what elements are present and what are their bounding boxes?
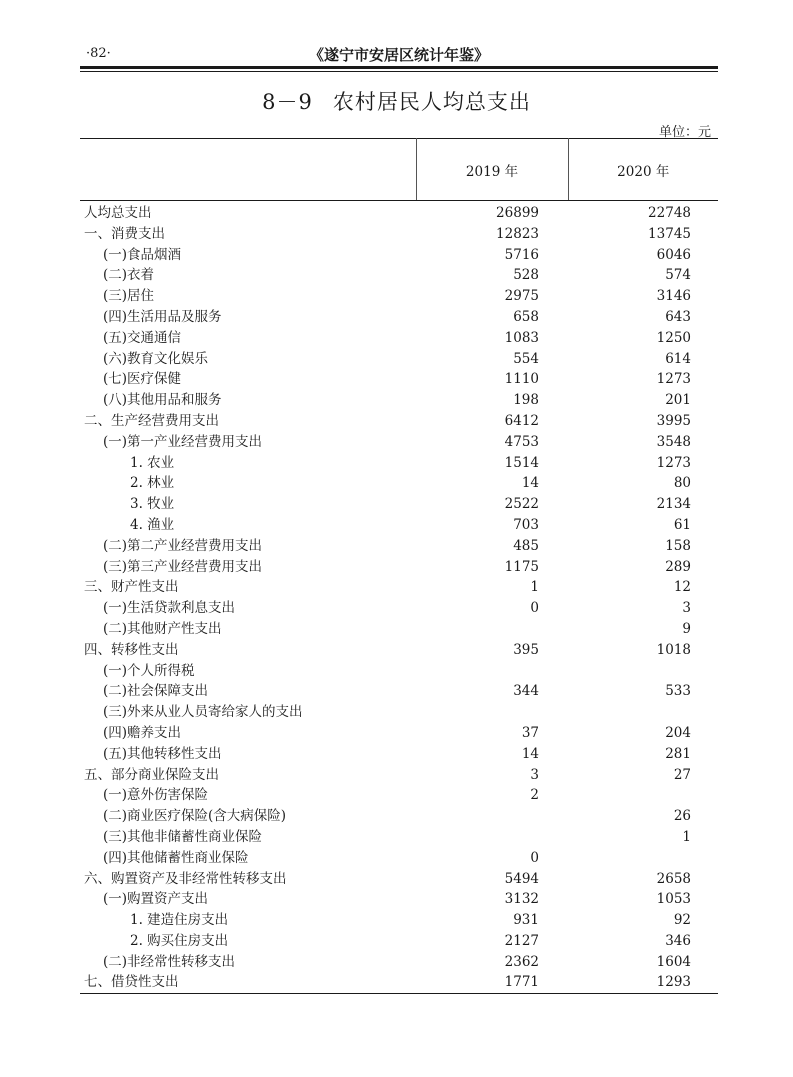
- value-2019: 658: [513, 308, 539, 325]
- table-row: [80, 702, 718, 723]
- table-row: [80, 265, 718, 286]
- value-2020: 26: [673, 808, 691, 825]
- value-2020: 9: [682, 620, 691, 637]
- row-label: 二、生产经营费用支出: [84, 412, 219, 429]
- value-2020: 346: [665, 932, 691, 949]
- value-2020: 1293: [568, 972, 718, 993]
- value-2020: 61: [673, 516, 691, 533]
- unit-label: 单位：元: [658, 125, 711, 140]
- value-2019: 1: [530, 579, 539, 596]
- table-row: [80, 411, 718, 432]
- row-label: (四)生活用品及服务: [103, 308, 222, 325]
- value-2019: 5716: [504, 246, 539, 263]
- value-2019: 528: [513, 267, 539, 284]
- row-label: (七)医疗保健: [103, 371, 182, 388]
- row-label: (八)其他用品和服务: [103, 392, 222, 409]
- value-2020: 80: [673, 475, 691, 492]
- value-2019: 4753: [504, 433, 539, 450]
- value-2020: 1053: [656, 891, 691, 908]
- table-row: [80, 869, 718, 890]
- table-row: [80, 224, 718, 245]
- table-row: [80, 952, 718, 973]
- value-2020: 13745: [648, 225, 691, 242]
- row-label: 四、转移性支出: [84, 641, 179, 658]
- value-2019: 1110: [504, 371, 539, 388]
- table-body: [80, 201, 718, 994]
- table-row: [80, 661, 718, 682]
- value-2020: 1273: [656, 371, 691, 388]
- row-label: (六)教育文化娱乐: [103, 350, 209, 367]
- value-2019: 37: [521, 724, 539, 741]
- column-header-2019: 2019 年: [416, 139, 568, 201]
- row-label: (三)其他非储蓄性商业保险: [103, 828, 263, 845]
- value-2019: 1771: [416, 972, 568, 993]
- row-label: (五)其他转移性支出: [103, 745, 222, 762]
- value-2019: 2975: [504, 288, 539, 305]
- value-2020: [568, 702, 718, 723]
- value-2020: 204: [665, 724, 691, 741]
- table-row: [80, 307, 718, 328]
- table-row: [80, 785, 718, 806]
- row-label: (二)衣着: [103, 267, 155, 284]
- row-label: 3. 牧业: [130, 496, 175, 513]
- row-label: 1. 建造住房支出: [130, 912, 229, 929]
- value-2020: 3146: [656, 288, 691, 305]
- value-2019: 2: [530, 787, 539, 804]
- value-2019: 0: [530, 849, 539, 866]
- value-2019: [416, 702, 568, 723]
- value-2020: 1018: [656, 641, 691, 658]
- value-2019: 2127: [504, 932, 539, 949]
- value-2019: 0: [530, 600, 539, 617]
- page-number: ·82·: [86, 46, 111, 61]
- table-row: [80, 453, 718, 474]
- value-2019: 14: [521, 745, 539, 762]
- value-2020: 22748: [648, 205, 691, 221]
- table-row: [80, 245, 718, 266]
- value-2019: 3: [530, 766, 539, 783]
- column-header-item: [80, 139, 416, 201]
- value-2019: 5494: [504, 870, 539, 887]
- column-header-2020: 2020 年: [568, 139, 718, 201]
- table-row: [80, 744, 718, 765]
- table-row: [80, 390, 718, 411]
- table-row: [80, 723, 718, 744]
- value-2019: [416, 806, 568, 827]
- table-row: [80, 201, 718, 224]
- value-2020: 2658: [656, 870, 691, 887]
- value-2019: 14: [521, 475, 539, 492]
- table-row: [80, 931, 718, 952]
- row-label: 三、财产性支出: [84, 579, 179, 596]
- value-2019: 344: [513, 683, 539, 700]
- value-2020: [568, 661, 718, 682]
- table-row: [80, 598, 718, 619]
- table-row: [80, 827, 718, 848]
- table-row: [80, 577, 718, 598]
- row-label: (一)购置资产支出: [103, 891, 209, 908]
- row-label: (三)外来从业人员寄给家人的支出: [103, 704, 303, 721]
- value-2020: 3548: [656, 433, 691, 450]
- row-label: (四)其他储蓄性商业保险: [103, 849, 249, 866]
- row-label: (一)第一产业经营费用支出: [103, 433, 263, 450]
- value-2019: 1514: [504, 454, 539, 471]
- expenditure-table: [80, 138, 718, 994]
- row-label: (三)居住: [103, 288, 155, 305]
- table-row: [80, 848, 718, 869]
- value-2020: 614: [665, 350, 691, 367]
- value-2020: 643: [665, 308, 691, 325]
- value-2020: [568, 785, 718, 806]
- row-label: 2. 购买住房支出: [130, 932, 229, 949]
- row-label: 一、消费支出: [84, 225, 165, 242]
- table-row: [80, 286, 718, 307]
- table-row: [80, 328, 718, 349]
- row-label: (二)社会保障支出: [103, 683, 209, 700]
- row-label: 七、借贷性支出: [80, 972, 416, 993]
- table-row: [80, 640, 718, 661]
- table-row: [80, 536, 718, 557]
- value-2019: [416, 827, 568, 848]
- value-2020: 92: [673, 912, 691, 929]
- row-label: 五、部分商业保险支出: [84, 766, 219, 783]
- row-label: (二)非经常性转移支出: [103, 953, 236, 970]
- row-label: 4. 渔业: [130, 516, 175, 533]
- value-2020: 3995: [656, 412, 691, 429]
- table-row: [80, 806, 718, 827]
- row-label: 人均总支出: [84, 205, 152, 221]
- value-2019: 395: [513, 641, 539, 658]
- table-row: [80, 349, 718, 370]
- row-label: (一)个人所得税: [103, 662, 195, 679]
- row-label: (一)生活贷款利息支出: [103, 600, 236, 617]
- value-2020: 1604: [656, 953, 691, 970]
- value-2020: [568, 848, 718, 869]
- table-row: [80, 557, 718, 578]
- table-row: [80, 681, 718, 702]
- table-header-row: [80, 139, 718, 201]
- table-row: [80, 515, 718, 536]
- header-rule-thick: [80, 66, 718, 69]
- value-2020: 158: [665, 537, 691, 554]
- value-2019: 1083: [504, 329, 539, 346]
- value-2020: 289: [665, 558, 691, 575]
- table-row: [80, 889, 718, 910]
- row-label: 六、购置资产及非经常性转移支出: [84, 870, 287, 887]
- value-2019: 931: [513, 912, 539, 929]
- table-row: [80, 972, 718, 993]
- row-label: (一)食品烟酒: [103, 246, 182, 263]
- value-2019: 554: [513, 350, 539, 367]
- row-label: 1. 农业: [130, 454, 175, 471]
- row-label: (二)其他财产性支出: [103, 620, 222, 637]
- value-2020: 1: [682, 828, 691, 845]
- value-2020: 574: [665, 267, 691, 284]
- value-2019: 3132: [504, 891, 539, 908]
- row-label: 2. 林业: [130, 475, 175, 492]
- value-2020: 533: [665, 683, 691, 700]
- row-label: (四)赡养支出: [103, 724, 182, 741]
- table-row: [80, 369, 718, 390]
- table-title: [0, 86, 793, 116]
- value-2019: 6412: [504, 412, 539, 429]
- value-2020: 201: [665, 392, 691, 409]
- value-2019: 2362: [504, 953, 539, 970]
- header-rule-thin: [80, 71, 718, 72]
- value-2019: [416, 661, 568, 682]
- value-2019: [416, 619, 568, 640]
- table-row: [80, 432, 718, 453]
- value-2020: 12: [673, 579, 691, 596]
- book-title: 《遂宁市安居区统计年鉴》: [308, 46, 489, 64]
- value-2020: 2134: [656, 496, 691, 513]
- table-row: [80, 473, 718, 494]
- table-row: [80, 619, 718, 640]
- value-2019: 26899: [496, 205, 539, 221]
- value-2020: 6046: [656, 246, 691, 263]
- table-number: 8－9: [262, 90, 313, 114]
- row-label: (二)第二产业经营费用支出: [103, 537, 263, 554]
- row-label: (一)意外伤害保险: [103, 787, 209, 804]
- value-2020: 3: [682, 600, 691, 617]
- table-row: [80, 765, 718, 786]
- table-title-text: 农村居民人均总支出: [332, 90, 531, 114]
- row-label: (三)第三产业经营费用支出: [103, 558, 263, 575]
- value-2019: 1175: [504, 558, 539, 575]
- row-label: (五)交通通信: [103, 329, 182, 346]
- value-2019: 198: [513, 392, 539, 409]
- value-2019: 703: [513, 516, 539, 533]
- value-2019: 485: [513, 537, 539, 554]
- value-2019: 2522: [504, 496, 539, 513]
- value-2020: 1273: [656, 454, 691, 471]
- value-2020: 27: [673, 766, 691, 783]
- value-2020: 281: [665, 745, 691, 762]
- row-label: (二)商业医疗保险(含大病保险): [103, 808, 287, 825]
- table-row: [80, 494, 718, 515]
- value-2020: 1250: [656, 329, 691, 346]
- page-header: [80, 44, 718, 64]
- table-row: [80, 910, 718, 931]
- value-2019: 12823: [496, 225, 539, 242]
